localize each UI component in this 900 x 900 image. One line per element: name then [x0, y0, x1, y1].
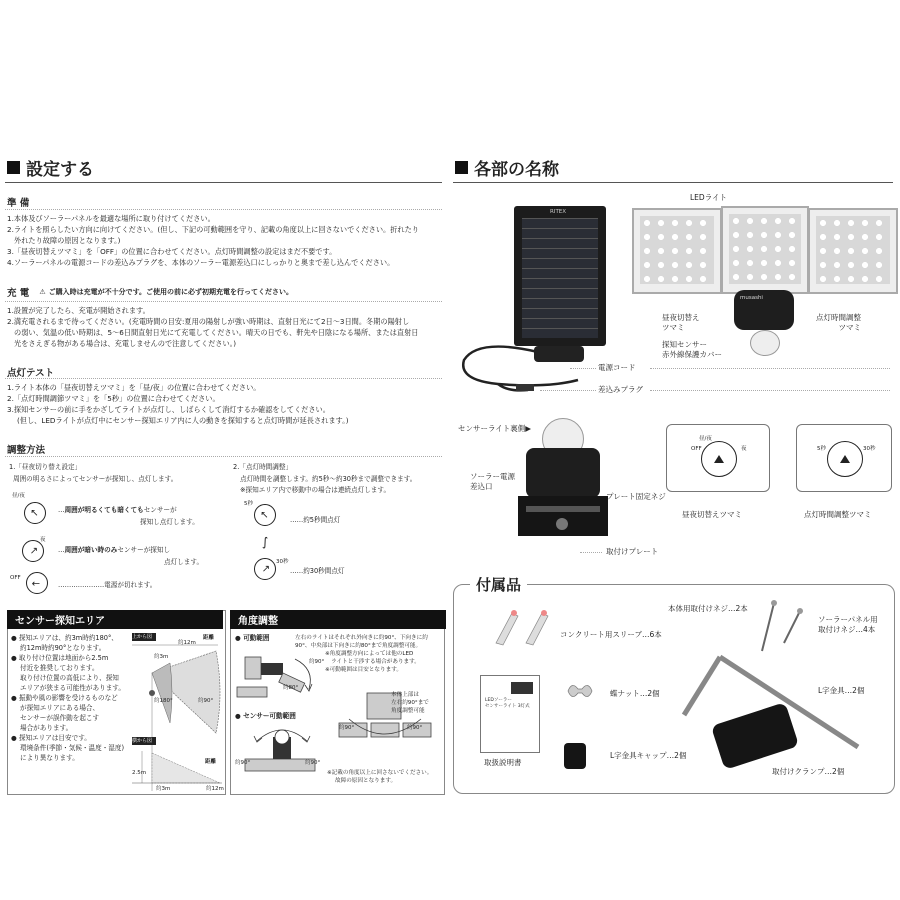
adjust-item3: …………………電源が切れます。 — [58, 581, 157, 589]
panel-screw-line: ソーラーパネル用 — [818, 615, 878, 624]
sensor-bullet: ● 探知エリアは、約3m時約180°、 — [11, 634, 118, 642]
led-label: LEDライト — [690, 193, 727, 202]
section-title-text: 設定する — [26, 160, 94, 180]
dial-label: OFF — [691, 446, 702, 452]
timer-dial-card — [796, 424, 892, 492]
distance-3m: 約3m — [154, 654, 169, 660]
panel-brand: RITEX — [550, 209, 567, 215]
section-title-text: 各部の名称 — [474, 160, 559, 180]
movable-range-label: ● 可動範囲 — [235, 634, 270, 642]
mount-plate-label: 取付けプレート — [606, 547, 659, 556]
prep-line: 4.ソーラーパネルの電源コードの差込みプラグを、本体のソーラー電源差込口にしっかりと奥まで差し込んでください。 — [7, 258, 395, 267]
arrow-up-icon — [714, 455, 724, 463]
lighttest-heading: 点灯テスト — [7, 368, 55, 379]
dial-label: 夜 — [741, 446, 747, 452]
butterfly-nut-image — [566, 681, 594, 701]
dial-label: 30秒 — [276, 559, 289, 565]
l-bracket-label: L字金具…2個 — [818, 686, 865, 695]
plate-screw — [556, 518, 568, 530]
angle-90: 約90° — [198, 698, 214, 704]
warning-icon: ⚠ — [39, 288, 46, 296]
adjust-item1-rest: センサーが — [143, 506, 177, 514]
dial-label: 昼/夜 — [12, 493, 25, 499]
charge-warning — [39, 287, 293, 297]
dial-arrow-icon: ↑ — [254, 504, 276, 526]
led-grid — [640, 216, 714, 284]
adjust-col2-title: 2.「点灯時間調整」 — [233, 463, 293, 471]
daynight-dial-1 — [12, 492, 48, 526]
adjust-item2-rest: センサーが探知し — [117, 546, 171, 554]
height-label: 2.5m — [132, 770, 147, 776]
timer-item2-text: 約30秒間点灯 — [303, 567, 345, 575]
adjust-col1-title: 1.「昼夜切り替え設定」 — [9, 463, 82, 471]
daynight-dial-icon — [701, 441, 737, 477]
charge-line: 2.満充電されるまで待ってください。(充電時間の目安:夏用の陽射しが強い時期は、直射日光にて2日〜3日間。冬期の陽射し — [7, 317, 410, 326]
daynight-dial-label: 昼夜切替えツマミ — [682, 510, 742, 519]
timer-item2: ……約30秒間点灯 — [290, 567, 345, 575]
panel-screw-label — [818, 615, 878, 635]
led-grid — [816, 216, 890, 284]
lighttest-line: 1.ライト本体の「昼夜切替えツマミ」を「昼/夜」の位置に合わせてください。 — [7, 383, 261, 392]
prep-line: 2.ライトを照らしたい方向に向けてください。(但し、下記の可動範囲を守り、記載の角度以上に回さないでください。折れたり — [7, 225, 419, 234]
solar-cells — [522, 218, 598, 338]
led-panel-right — [808, 208, 898, 294]
adjust-col2-desc2: ※探知エリア内で移動中の場合は連続点灯します。 — [240, 486, 391, 494]
dial-label: 5秒 — [244, 501, 253, 507]
sleeve-label: コンクリート用スリーブ…6本 — [560, 630, 662, 639]
prep-lines — [7, 213, 419, 268]
timer-knob-label: 点灯時間調整 ツマミ — [816, 313, 861, 332]
prep-line: 外れたり故障の原因となります。) — [14, 236, 121, 245]
plate-screw-label: プレート固定ネジ — [606, 492, 666, 501]
bullet-text: により異なります。 — [20, 754, 79, 762]
angle-180: 約180° — [154, 698, 173, 704]
dial-label: 30秒 — [863, 446, 876, 452]
bullet-text: が探知エリアにある場合、 — [20, 704, 100, 712]
plug-label: 差込みプラグ — [598, 385, 643, 394]
timer-dial-label: 点灯時間調整ツマミ — [804, 510, 872, 519]
angle-note-line: 左右のライトはそれぞれ外向きに約90°、下向きに約 — [295, 635, 428, 641]
timer-item1-text: 約5秒間点灯 — [303, 516, 341, 524]
timer-item1: ……約5秒間点灯 — [290, 516, 341, 524]
solar-panel-image — [514, 206, 606, 346]
dial-label: 5秒 — [817, 446, 826, 452]
dial-label: OFF — [10, 575, 21, 581]
square-bullet-icon — [455, 161, 468, 174]
bullet-text: 取り付け位置の高低により、探知 — [20, 674, 119, 682]
dial-arrow-icon: ↑ — [22, 540, 44, 562]
bullet-text: 場合があります。 — [20, 724, 73, 732]
bullet-text: エリアが狭まる可能性があります。 — [20, 684, 125, 692]
angle-note-line: ライトと干渉する場合があります。 — [331, 659, 420, 665]
dial-arrow-icon: ↑ — [254, 558, 276, 580]
adjust-item2: …周囲が暗い時のみセンサーが探知し — [58, 546, 171, 554]
distance-3m: 約3m — [156, 786, 171, 792]
body-top-line: 左右約90°まで — [391, 700, 429, 706]
sensor-bullets — [11, 633, 125, 763]
leader-line — [580, 552, 602, 553]
mount-plate-image — [518, 496, 608, 536]
back-body — [526, 448, 600, 498]
daynight-dial-3 — [10, 568, 50, 596]
prep-line: 3.「昼夜切替えツマミ」を「OFF」の位置に合わせてください。点灯時間調整の設定はまだ不要です。 — [7, 247, 337, 256]
lighttest-line: 2.「点灯時間調節ツマミ」を「5秒」の位置に合わせてください。 — [7, 394, 220, 403]
angle-note-line: ※可動範囲は目安となります。 — [325, 667, 402, 673]
timer-dial-2 — [244, 552, 294, 582]
body-top-note — [391, 691, 429, 715]
accessories-box — [453, 576, 895, 794]
dial-label: 昼/夜 — [699, 436, 712, 442]
accessories-title: 付属品 — [470, 574, 527, 595]
divider — [5, 456, 442, 457]
angle-note-line: 90°、中央部は下向きに約80°まで角度調整可能。 — [295, 643, 422, 649]
adjust-item1: …周囲が明るくても暗くてもセンサーが — [58, 506, 177, 514]
sensor-area-box — [7, 610, 226, 795]
angle-90-label: 約90° — [305, 760, 321, 766]
lighttest-line: (但し、LEDライトが点灯中にセンサー探知エリア内に人の動きを探知すると点灯時間が延長されます。) — [17, 416, 349, 425]
section-title-settings — [7, 155, 94, 180]
sensor-bullet: ● 振動や風の影響を受けるものなど — [11, 694, 118, 702]
dial-arrow-icon: ↑ — [26, 572, 48, 594]
charge-line: の弱い、気温の低い時期は、5〜6日間直射日光にて充電してください。晴天の日でも、軒先や日陰になる場所、または直射日 — [14, 328, 419, 337]
distance-12m: 約12m — [206, 786, 224, 792]
lighttest-line: 3.探知センサーの前に手をかざしてライトが点灯し、しばらくして消灯するか確認をしてください。 — [7, 405, 330, 414]
plate-slot — [526, 506, 600, 512]
lighttest-lines — [7, 382, 349, 426]
clamp-label: 取付けクランプ…2個 — [772, 767, 845, 776]
bullet-text: 探知エリアは、約3m時約180°、 — [18, 634, 118, 642]
adjust-item2-line2: 点灯します。 — [164, 558, 204, 566]
sensor-bullet: ● 探知エリアは目安です。 — [11, 734, 91, 742]
manual-label: 取扱説明書 — [484, 758, 522, 767]
distance-label: 距離 — [203, 635, 215, 641]
angle-note-line: ※角度調整方向によっては他のLED — [325, 651, 414, 657]
sensor-bullet: ● 取り付け位置は地面から2.5m — [11, 654, 109, 662]
angle-adjust-heading: 角度調整 — [230, 610, 446, 629]
angle-warning-line: ※記載の角度以上に回さないでください。 — [327, 770, 433, 776]
angle-adjust-box — [230, 610, 445, 795]
bullet-text: 環境条件(季節・気候・温度・湿度) — [20, 744, 125, 752]
daynight-knob-label: 昼夜切替え ツマミ — [662, 313, 700, 332]
angle-90-label: 約90° — [407, 725, 423, 731]
bullet-text: 振動や風の影響を受けるものなど — [18, 694, 118, 702]
bullet-text: 取り付け位置は地面から2.5m — [18, 654, 109, 662]
led-panel-left — [632, 208, 722, 294]
concrete-sleeve-image — [490, 607, 570, 647]
charge-line: 1.設置が完了したら、充電が開始されます。 — [7, 306, 150, 315]
top-view-label: 上から図 — [132, 634, 153, 640]
sensor-body — [734, 290, 794, 330]
light-angle-diagram — [235, 649, 325, 701]
charge-lines — [7, 305, 418, 349]
adjust-item1-line2: 探知し点灯します。 — [140, 518, 199, 526]
leader-line — [650, 390, 890, 391]
divider — [453, 182, 893, 183]
manual-cover-text: LEDソーラー センサーライト 3灯式 — [485, 698, 530, 709]
adjust-item1-bold: 周囲が明るくても暗くても — [64, 506, 144, 514]
daynight-dial-2 — [12, 532, 48, 566]
sensor-range-diagram — [237, 723, 327, 779]
distance-12m: 約12m — [178, 640, 196, 646]
daynight-dial-card — [666, 424, 770, 492]
divider — [5, 182, 442, 183]
sensor-cover-label: 探知センサー 赤外線保護カバー — [662, 340, 722, 359]
manual-photo — [511, 682, 533, 694]
angle-90-label: 約90° — [235, 760, 251, 766]
timer-dial-icon — [827, 441, 863, 477]
body-screw-label: 本体用取付けネジ…2本 — [668, 604, 748, 613]
bullet-text: 探知エリアは目安です。 — [18, 734, 91, 742]
timer-dial-1 — [244, 498, 284, 528]
arrow-up-icon — [840, 455, 850, 463]
body-brand: musashi — [740, 295, 763, 301]
leader-line — [650, 368, 890, 369]
prep-line: 1.本体及びソーラーパネルを最適な場所に取り付けてください。 — [7, 214, 215, 223]
adjust-col2-desc1: 点灯時間を調整します。約5秒〜約30秒まで調整できます。 — [240, 475, 417, 483]
charge-line: 光をさえぎる物がある場合は、充電しませんので注意してください。) — [14, 339, 237, 348]
square-bullet-icon — [7, 161, 20, 174]
body-top-line: 角度調整可能 — [391, 708, 425, 714]
bullet-text: 約12m時約90°となります。 — [20, 644, 106, 652]
dial-arrow-icon: ↑ — [24, 502, 46, 524]
adjust-item3-text: 電源が切れます。 — [104, 581, 157, 589]
movable-range-text: 可動範囲 — [243, 634, 270, 642]
butterfly-label: 蝶ナット…2個 — [610, 689, 660, 698]
sensor-area-heading: センサー探知エリア — [7, 610, 223, 629]
leader-line — [570, 368, 596, 369]
sensor-range-label: ● センサー可動範囲 — [235, 712, 296, 720]
bullet-text: 付近を推奨しております。 — [20, 664, 99, 672]
bullet-text: センサーが誤作動を起こす — [20, 714, 100, 722]
charge-warning-text: ご購入時は充電が不十分です。ご使用の前に必ず初期充電を行ってください。 — [48, 288, 294, 296]
led-grid — [729, 214, 801, 284]
angle-warning — [327, 769, 432, 785]
divider — [5, 378, 442, 379]
angle-80-label: 約80° — [283, 685, 299, 691]
divider — [5, 209, 442, 210]
panel-screw-line: 取付けネジ…4本 — [818, 625, 876, 634]
manual-image — [480, 675, 540, 753]
angle-90-label: 約90° — [309, 659, 325, 665]
prep-heading: 準 備 — [7, 198, 30, 209]
l-cap-label: L字金具キャップ…2個 — [610, 751, 687, 760]
dial-label: 夜 — [40, 537, 46, 543]
sensor-cover — [750, 330, 780, 356]
divider — [5, 301, 442, 302]
angle-warning-line: 故障の原因となります。 — [335, 778, 397, 784]
sensor-range-text: センサー可動範囲 — [243, 712, 296, 720]
body-top-line: 本体上部は — [391, 692, 419, 698]
angle-90-label: 約90° — [339, 725, 355, 731]
adjust-item2-bold: 周囲が暗い時のみ — [64, 546, 118, 554]
solar-port-label: ソーラー電源 差込口 — [470, 472, 515, 491]
led-panel-center — [721, 206, 809, 294]
power-cord-label: 電源コード — [598, 363, 636, 372]
adjust-col1-desc: 周囲の明るさによってセンサーが探知し、点灯します。 — [13, 475, 178, 483]
leader-line — [540, 390, 596, 391]
l-cap-image — [564, 743, 586, 769]
wave-icon: ∫ — [262, 535, 269, 549]
adjust-heading: 調整方法 — [7, 445, 46, 456]
section-title-parts — [455, 155, 559, 180]
charge-heading-row — [7, 285, 293, 299]
back-side-label: センサーライト裏側▶ — [458, 424, 532, 433]
charge-heading: 充 電 — [7, 288, 30, 299]
side-view-label: 横から図 — [132, 738, 153, 744]
distance-label: 距離 — [205, 759, 217, 765]
